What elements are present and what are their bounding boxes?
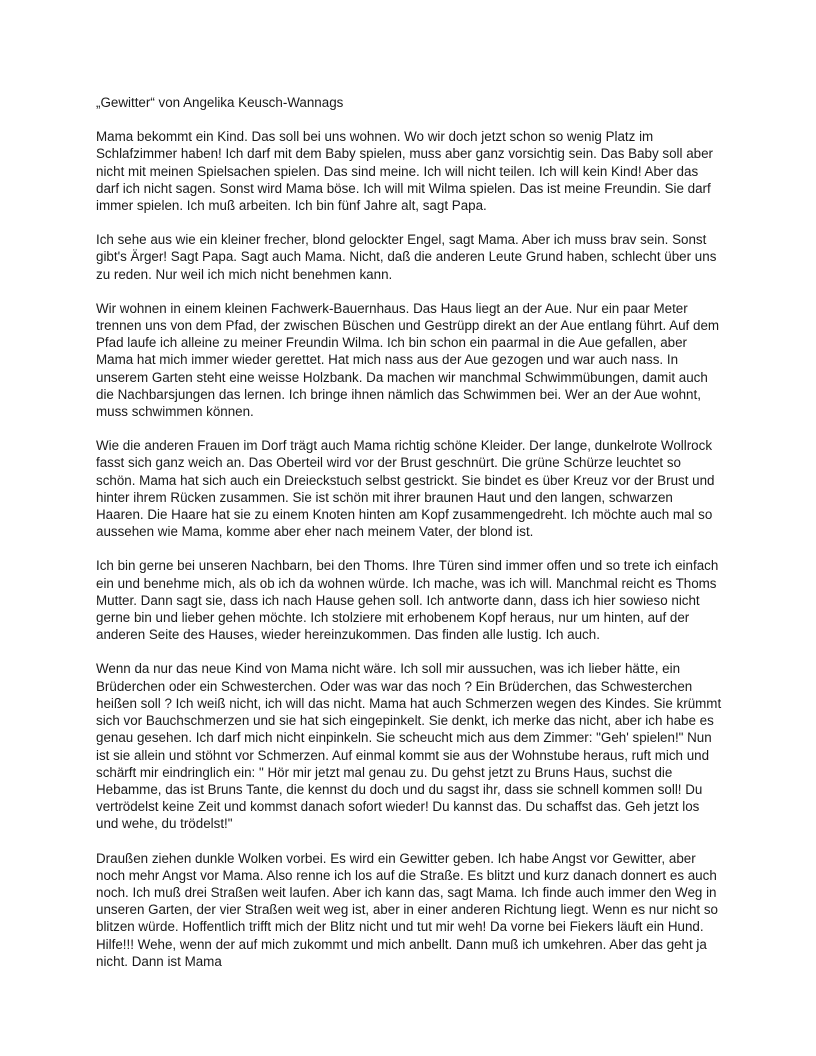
paragraph-2: Ich sehe aus wie ein kleiner frecher, blond gelockter Engel, sagt Mama. Aber ich muss brav sein. Sonst gibt's Ärger! Sagt Papa. Sagt auch Mama. Nicht, daß die anderen Leute Grund haben, schlecht über uns zu reden. Nur weil ich mich nicht benehmen kann. <box>96 232 717 282</box>
paragraph-6: Wenn da nur das neue Kind von Mama nicht wäre. Ich soll mir aussuchen, was ich lieber hätte, ein Brüderchen oder ein Schwesterchen. Oder was war das noch ? Ein Brüderchen, das Schwesterchen heißen soll ? Ich weiß nicht, ich will das nicht. Mama hat auch Schmerzen wegen des Kindes. Sie krümmt sich vor Bauchschmerzen und sie hat sich eingepinkelt. Sie denkt, ich merke das nicht, aber ich habe es genau gesehen. Ich darf mich nicht einpinkeln. Sie scheucht mich aus dem Zimmer: "Geh' spielen!" Nun ist sie allein und stöhnt vor Schmerzen. Auf einmal kommt sie aus der Wohnstube heraus, ruft mich und schärft mir eindringlich ein: " Hör mir jetzt mal genau zu. Du gehst jetzt zu Bruns Haus, suchst die Hebamme, das ist Bruns Tante, die kennst du doch und du sagst ihr, dass sie schnell kommen soll! Du vertrödelst keine Zeit und kommst danach sofort wieder! Du kannst das. Du schaffst das. Geh jetzt los und wehe, du trödelst!" <box>96 661 722 832</box>
paragraph-7: Draußen ziehen dunkle Wolken vorbei. Es wird ein Gewitter geben. Ich habe Angst vor Gewitter, aber noch mehr Angst vor Mama. Also renne ich los auf die Straße. Es blitzt und kurz danach donnert es auch noch. Ich muß drei Straßen weit laufen. Aber ich kann das, sagt Mama. Ich finde auch immer den Weg in unseren Garten, der vier Straßen weit weg ist, aber in einer anderen Richtung liegt. Wenn es nur nicht so blitzen würde. Hoffentlich trifft mich der Blitz nicht und tut mir weh! Da vorne bei Fiekers läuft ein Hund. Hilfe!!! Wehe, wenn der auf mich zukommt und mich anbellt. Dann muß ich umkehren. Aber das geht ja nicht. Dann ist Mama <box>96 850 719 969</box>
document-title: „Gewitter“ von Angelika Keusch-Wannags <box>96 95 344 110</box>
paragraph-5: Ich bin gerne bei unseren Nachbarn, bei den Thoms. Ihre Türen sind immer offen und so trete ich einfach ein und benehme mich, als ob ich da wohnen würde. Ich mache, was ich will. Manchmal reicht es Thoms Mutter. Dann sagt sie, dass ich nach Hause gehen soll. Ich antworte dann, dass ich hier sowieso nicht gerne bin und lieber gehen möchte. Ich stolziere mit erhobenem Kopf heraus, nur um hinten, auf der anderen Seite des Hauses, wieder hereinzukommen. Das finden alle lustig. Ich auch. <box>96 558 719 643</box>
paragraph-4: Wie die anderen Frauen im Dorf trägt auch Mama richtig schöne Kleider. Der lange, dunkelrote Wollrock fasst sich ganz weich an. Das Oberteil wird vor der Brust geschnürt. Die grüne Schürze leuchtet so schön. Mama hat sich auch ein Dreieckstuch selbst gestrickt. Sie bindet es über Kreuz vor der Brust und hinter ihrem Rücken zusammen. Sie ist schön mit ihrer braunen Haut und den langen, schwarzen Haaren. Die Haare hat sie zu einem Knoten hinten am Kopf zusammengedreht. Ich möchte auch mal so aussehen wie Mama, komme aber eher nach meinem Vater, der blond ist. <box>96 438 715 540</box>
paragraph-3: Wir wohnen in einem kleinen Fachwerk-Bauernhaus. Das Haus liegt an der Aue. Nur ein paar Meter trennen uns von dem Pfad, der zwischen Büschen und Gestrüpp direkt an der Aue entlang führt. Auf dem Pfad laufe ich alleine zu meiner Freundin Wilma. Ich bin schon ein paarmal in die Aue gefallen, aber Mama hat mich immer wieder gerettet. Hat mich nass aus der Aue gezogen und war auch nass. In unserem Garten steht eine weisse Holzbank. Da machen wir manchmal Schwimmübungen, damit auch die Nachbarsjungen das lernen. Ich bringe ihnen nämlich das Schwimmen bei. Wer an der Aue wohnt, muss schwimmen können. <box>96 300 720 420</box>
paragraph-1: Mama bekommt ein Kind. Das soll bei uns wohnen. Wo wir doch jetzt schon so wenig Platz im Schlafzimmer haben! Ich darf mit dem Baby spielen, muss aber ganz vorsichtig sein. Das Baby soll aber nicht mit meinen Spielsachen spielen. Das sind meine. Ich will nicht teilen. Ich will kein Kind! Aber das darf ich nicht sagen. Sonst wird Mama böse. Ich will mit Wilma spielen. Das ist meine Freundin. Sie darf immer spielen. Ich muß arbeiten. Ich bin fünf Jahre alt, sagt Papa. <box>96 129 713 214</box>
document-page <box>96 94 724 987</box>
